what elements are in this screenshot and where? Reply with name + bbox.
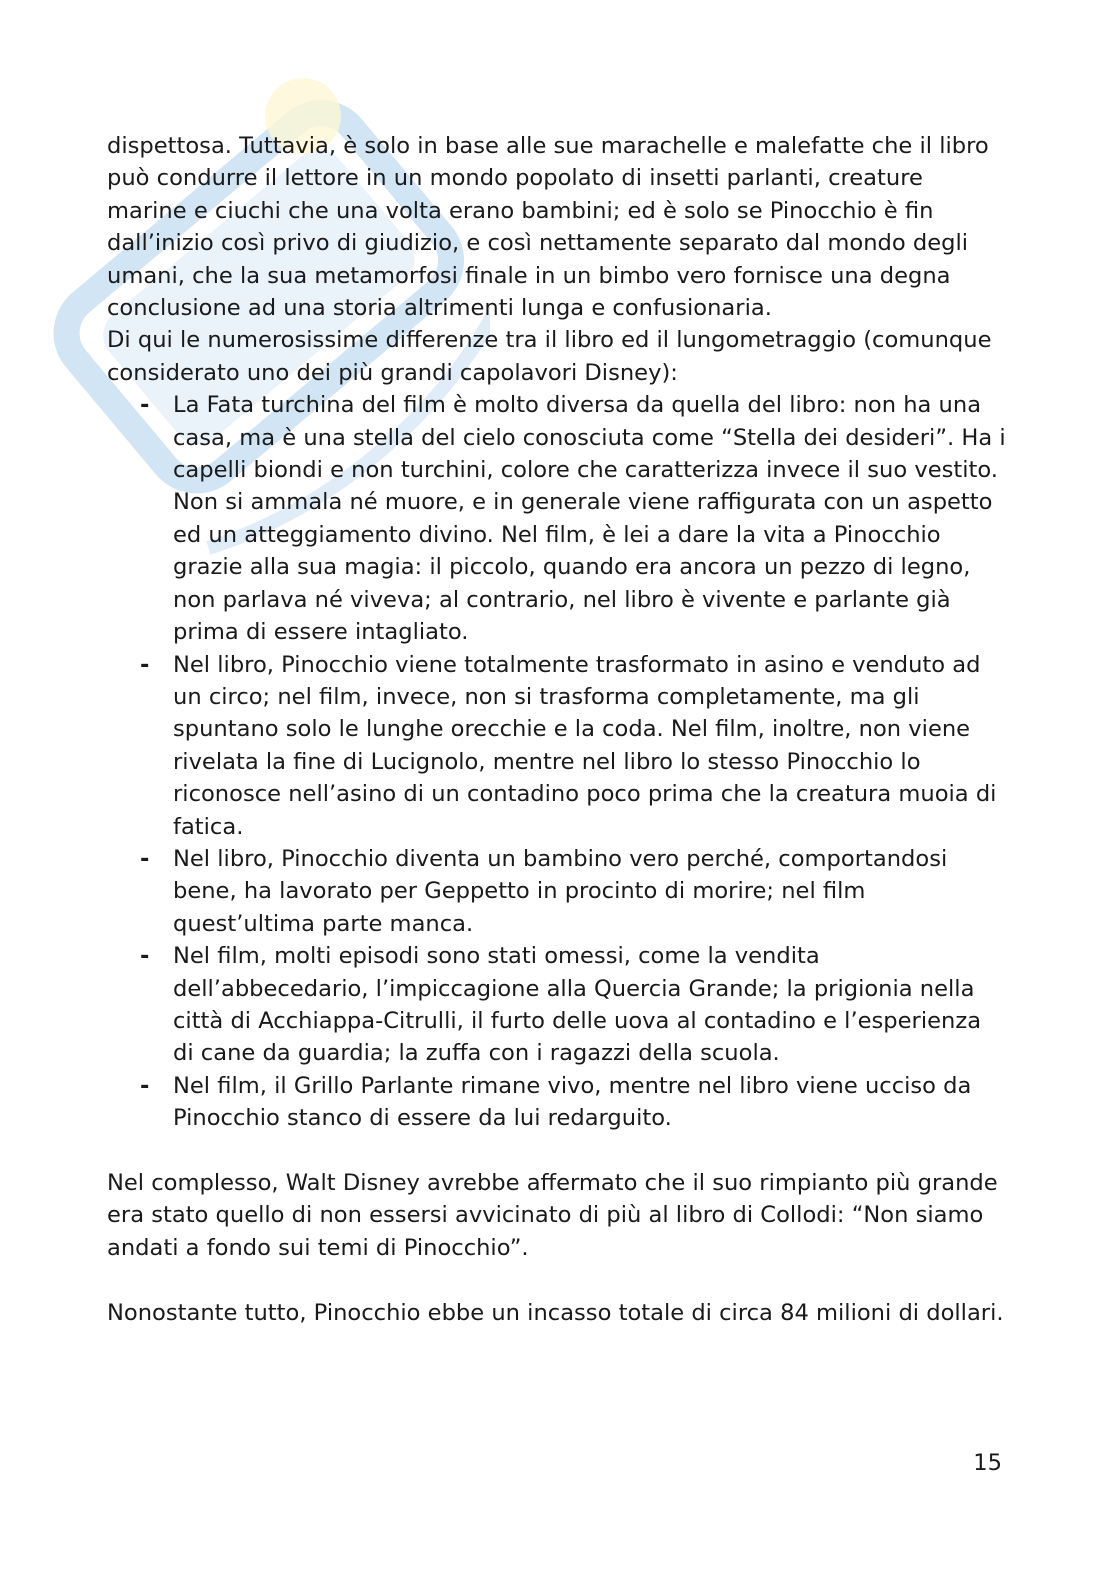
differences-list (107, 389, 1007, 1134)
paragraph-differences-lead: Di qui le numerosissime differenze tra il libro ed il lungometraggio (comunque considerato uno dei più grandi capolavori Disney): (107, 327, 992, 386)
spacer (107, 1264, 1007, 1296)
list-item-text: Nel libro, Pinocchio viene totalmente trasformato in asino e venduto ad un circo; nel film, invece, non si trasforma completamente, ma gli spuntano solo le lunghe orecchie e la coda. Nel film, inoltre, non viene rivelata la fine di Lucignolo, mentre nel libro lo stesso Pinocchio lo riconosce nell’asino di un contadino poco prima che la creatura muoia di fatica. (173, 651, 997, 840)
document-body (107, 130, 1007, 1329)
paragraph-box-office: Nonostante tutto, Pinocchio ebbe un incasso totale di circa 84 milioni di dollari. (107, 1299, 1004, 1326)
bullet-marker: - (140, 845, 150, 872)
list-item (140, 649, 1007, 843)
list-item (140, 389, 1007, 648)
paragraph-conclusion: Nel complesso, Walt Disney avrebbe affermato che il suo rimpianto più grande era stato quello di non essersi avvicinato di più al libro di Collodi: “Non siamo andati a fondo sui temi di Pinocchio”. (107, 1169, 998, 1261)
list-item-text: Nel film, il Grillo Parlante rimane vivo, mentre nel libro viene ucciso da Pinocchio stanco di essere da lui redarguito. (173, 1072, 972, 1132)
bullet-marker: - (140, 943, 150, 970)
paragraph-intro: dispettosa. Tuttavia, è solo in base alle sue marachelle e malefatte che il libro può condurre il lettore in un mondo popolato di insetti parlanti, creature marine e ciuchi che una volta erano bambini; ed è solo se Pinocchio è fin dall’inizio così privo di giudizio, e così nettamente separato dal mondo degli umani, che la sua metamorfosi finale in un bimbo vero fornisce una degna conclusione ad una storia altrimenti lunga e confusionaria. (107, 133, 989, 322)
list-item (140, 1070, 1007, 1135)
bullet-marker: - (140, 651, 150, 678)
bullet-marker: - (140, 392, 150, 419)
spacer (107, 1135, 1007, 1167)
list-item-text: La Fata turchina del film è molto diversa da quella del libro: non ha una casa, ma è una stella del cielo conosciuta come “Stella dei desideri”. Ha i capelli biondi e non turchini, colore che caratterizza invece il suo vestito. Non si ammala né muore, e in generale viene raffigurata con un aspetto ed un atteggiamento divino. Nel film, è lei a dare la vita a Pinocchio grazie alla sua magia: il piccolo, quando era ancora un pezzo di legno, non parlava né viveva; al contrario, nel libro è vivente e parlante già prima di essere intagliato. (173, 392, 1006, 646)
list-item-text: Nel libro, Pinocchio diventa un bambino vero perché, comportandosi bene, ha lavorato per Geppetto in procinto di morire; nel film quest’ultima parte manca. (173, 845, 948, 937)
list-item (140, 843, 1007, 940)
list-item (140, 940, 1007, 1070)
page-number: 15 (973, 1450, 1002, 1476)
list-item-text: Nel film, molti episodi sono stati omessi, come la vendita dell’abbecedario, l’impiccagione alla Quercia Grande; la prigionia nella città di Acchiappa-Citrulli, il furto delle uova al contadino e l’esperienza di cane da guardia; la zuffa con i ragazzi della scuola. (173, 943, 982, 1067)
bullet-marker: - (140, 1072, 150, 1099)
